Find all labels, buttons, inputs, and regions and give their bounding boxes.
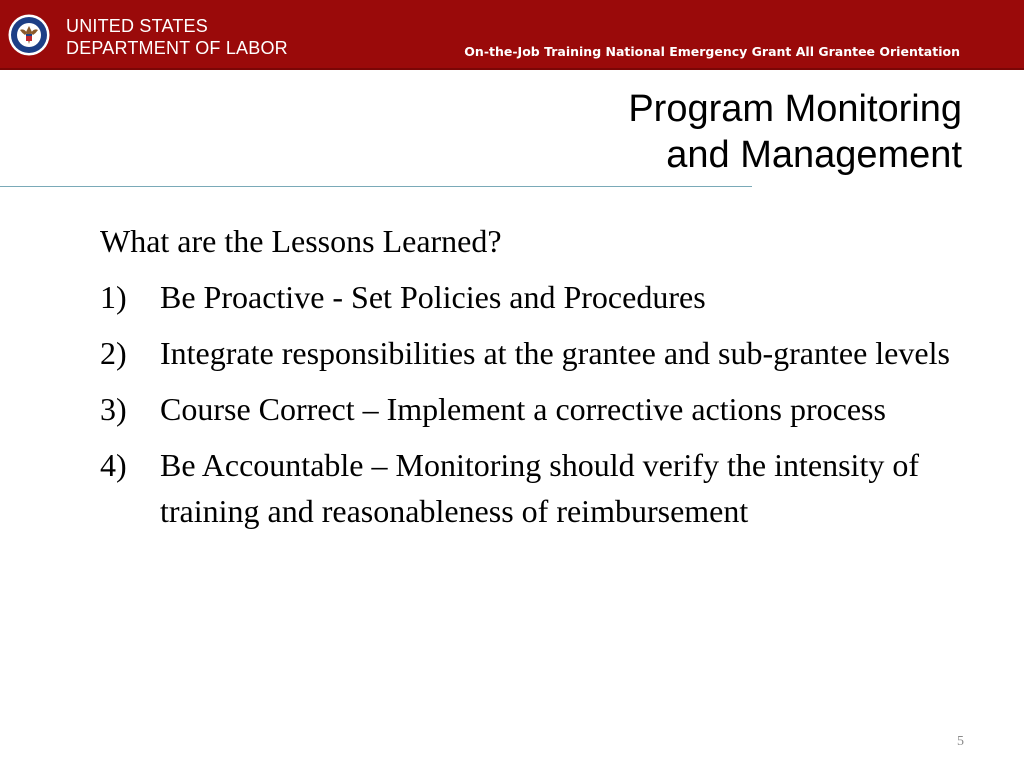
list-item — [100, 386, 960, 432]
list-item-text: Integrate responsibilities at the grantee and sub-grantee levels — [160, 335, 950, 371]
agency-line-2: DEPARTMENT OF LABOR — [66, 38, 288, 58]
slide-title — [362, 86, 962, 178]
agency-name — [66, 15, 288, 59]
list-item — [100, 330, 960, 376]
list-item-number: 3) — [100, 391, 127, 427]
agency-line-1: UNITED STATES — [66, 16, 208, 36]
slide-title-line-2: and Management — [666, 134, 962, 176]
list-item-number: 2) — [100, 335, 127, 371]
list-item-text: Course Correct – Implement a corrective actions process — [160, 391, 886, 427]
event-title: On-the-Job Training National Emergency Grant All Grantee Orientation — [464, 44, 960, 59]
department-of-labor-seal-icon — [8, 14, 50, 56]
slide-body — [100, 218, 960, 544]
header-banner — [0, 0, 1024, 70]
slide-title-line-1: Program Monitoring — [628, 88, 962, 130]
title-divider — [0, 186, 752, 187]
list-item-number: 1) — [100, 279, 127, 315]
list-item — [100, 274, 960, 320]
list-item — [100, 442, 960, 534]
lessons-intro: What are the Lessons Learned? — [100, 223, 502, 259]
list-item-text: Be Accountable – Monitoring should verify the intensity of training and reasonableness of reimbursement — [160, 447, 919, 529]
page-number: 5 — [957, 734, 964, 749]
list-item-number: 4) — [100, 447, 127, 483]
list-item-text: Be Proactive - Set Policies and Procedures — [160, 279, 706, 315]
